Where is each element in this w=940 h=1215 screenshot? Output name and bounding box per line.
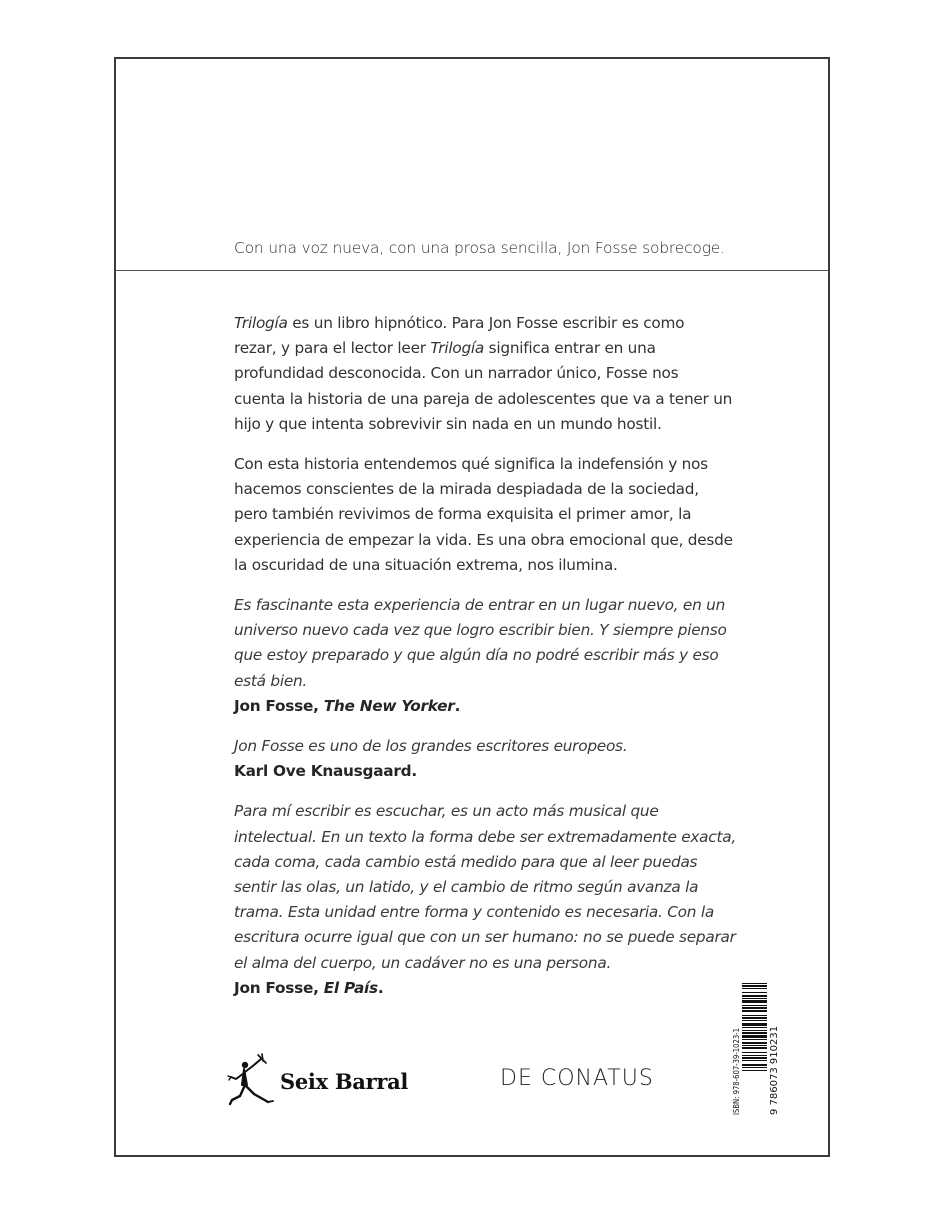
- text-line: Con esta historia entendemos qué significa la indefensión y nos: [234, 455, 708, 474]
- quote-line: escritura ocurre igual que con un ser humano: no se puede separar: [234, 928, 736, 947]
- barcode-bar: [742, 1060, 767, 1061]
- barcode-bar: [742, 1007, 767, 1009]
- quote-line: el alma del cuerpo, un cadáver no es una persona.: [234, 953, 612, 972]
- source-title: El País: [323, 978, 378, 997]
- barcode-bar: [742, 1070, 767, 1071]
- quote-line: Para mí escribir es escuchar, es un acto más musical que: [234, 802, 659, 821]
- book-title: Trilogía: [234, 314, 288, 332]
- text-line: experiencia de empezar la vida. Es una obra emocional que, desde: [234, 530, 733, 549]
- quote-attribution: Jon Fosse, The New Yorker.: [234, 696, 461, 715]
- back-cover-text: [234, 311, 736, 1016]
- barcode-bar: [742, 1052, 767, 1053]
- seix-barral-logo: [228, 1052, 408, 1110]
- quote-line: intelectual. En un texto la forma debe ser extremadamente exacta,: [234, 827, 736, 846]
- barcode-bar: [742, 1039, 767, 1040]
- barcode-bar: [742, 1023, 767, 1026]
- text-line: pero también revivimos de forma exquisita el primer amor, la: [234, 505, 692, 524]
- synopsis-paragraph-2: [234, 452, 733, 578]
- divider-line: [116, 270, 828, 271]
- barcode-bar: [742, 995, 767, 997]
- barcode-bar: [742, 985, 767, 987]
- barcode-bar: [742, 983, 767, 984]
- quote-line: universo nuevo cada vez que logro escribir bien. Y siempre pienso: [234, 621, 727, 640]
- barcode-bar: [742, 1067, 767, 1068]
- barcode-bars: [742, 983, 767, 1071]
- quote-line: trama. Esta unidad entre forma y contenido es necesaria. Con la: [234, 903, 714, 922]
- tagline: Con una voz nueva, con una prosa sencilla, Jon Fosse sobrecoge.: [234, 239, 725, 257]
- quote-el-pais: [234, 799, 736, 1001]
- quote-line: que estoy preparado y que algún día no podré escribir más y eso: [234, 646, 719, 665]
- de-conatus-logo: DE CONATUS: [500, 1066, 654, 1091]
- barcode-bar: [742, 1032, 767, 1034]
- barcode-bar: [742, 1035, 767, 1038]
- barcode-bar: [742, 1042, 767, 1044]
- quote-new-yorker: [234, 593, 727, 719]
- barcode-bar: [742, 1000, 767, 1003]
- barcode-bar: [742, 992, 767, 993]
- text-line: la oscuridad de una situación extrema, nos ilumina.: [234, 555, 618, 574]
- text-line: hijo y que intenta sobrevivir sin nada en un mundo hostil.: [234, 414, 662, 433]
- quote-knausgaard: [234, 734, 724, 784]
- book-title: Trilogía: [430, 339, 485, 358]
- quote-line: está bien.: [234, 671, 308, 690]
- barcode-graphic: [732, 979, 778, 1117]
- barcode-bar: [742, 1047, 767, 1049]
- text-line: hacemos conscientes de la mirada despiadada de la sociedad,: [234, 480, 699, 499]
- barcode-bar: [742, 1057, 767, 1059]
- barcode-bar: [742, 1055, 767, 1056]
- quote-attribution: Jon Fosse, El País.: [234, 978, 384, 997]
- barcode-bar: [742, 1005, 767, 1006]
- seix-barral-wordmark: Seix Barral: [280, 1068, 409, 1094]
- quote-line: Jon Fosse es uno de los grandes escritores europeos.: [234, 737, 628, 756]
- synopsis-paragraph-1: [234, 311, 733, 437]
- text-line: Trilogía es un libro hipnótico. Para Jon Fosse escribir es como: [234, 314, 685, 332]
- barcode-bar: [742, 988, 767, 989]
- text-line: rezar, y para el lector leer Trilogía significa entrar en una: [234, 339, 656, 358]
- back-cover: [114, 57, 830, 1157]
- quote-line: Es fascinante esta experiencia de entrar en un lugar nuevo, en un: [234, 596, 726, 615]
- quote-line: cada coma, cada cambio está medido para que al leer puedas: [234, 852, 698, 871]
- text-line: profundidad desconocida. Con un narrador único, Fosse nos: [234, 364, 679, 383]
- barcode-bar: [742, 1010, 767, 1012]
- isbn-barcode: [732, 979, 778, 1117]
- quote-attribution: Karl Ove Knausgaard.: [234, 762, 417, 781]
- barcode-bar: [742, 998, 767, 999]
- barcode-bar: [742, 1015, 767, 1016]
- barcode-bar: [742, 1020, 767, 1021]
- isbn-label: ISBN: 978-607-39-1023-1: [732, 1028, 741, 1115]
- barcode-bar: [742, 1027, 767, 1028]
- barcode-bar: [742, 1017, 767, 1019]
- source-title: The New Yorker: [323, 696, 455, 715]
- quote-line: sentir las olas, un latido, y el cambio de ritmo según avanza la: [234, 878, 699, 897]
- barcode-digits: 9 786073 910231: [769, 1025, 780, 1115]
- barcode-bar: [742, 1030, 767, 1031]
- running-figure-icon: [228, 1052, 276, 1110]
- barcode-bar: [742, 1064, 767, 1066]
- barcode-bar: [742, 1045, 767, 1046]
- text-line: cuenta la historia de una pareja de adolescentes que va a tener un: [234, 389, 733, 408]
